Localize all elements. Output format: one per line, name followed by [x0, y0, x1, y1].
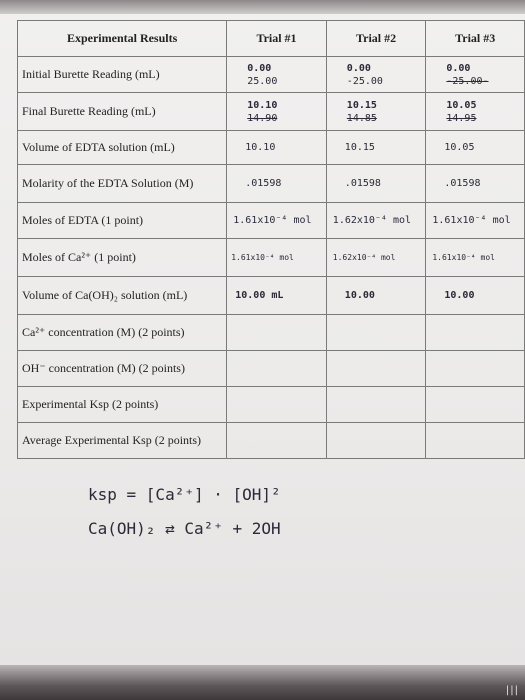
row-label: Moles of Ca²⁺ (1 point): [18, 239, 227, 277]
empty-cell: [326, 423, 426, 459]
handwritten-value: 1.61x10⁻⁴ mol: [432, 215, 511, 226]
empty-cell: [426, 315, 525, 351]
table-row-initial-burette: [18, 57, 525, 93]
handwritten-value: 10.00: [444, 290, 475, 301]
trial-3-header: Trial #3: [426, 21, 525, 57]
handwritten-value: 14.90: [247, 112, 278, 124]
handwritten-value: 10.05: [444, 142, 475, 153]
empty-cell: [326, 387, 426, 423]
empty-cell: [227, 315, 327, 351]
cell-trial-2: [326, 57, 426, 93]
dissociation-equation: Ca(OH)₂ ⇄ Ca²⁺ + 2OH: [88, 519, 281, 538]
cell-trial-2: [326, 277, 426, 315]
cell-trial-2: [326, 203, 426, 239]
cell-trial-1: [227, 239, 327, 277]
handwritten-value: .01598: [245, 178, 282, 189]
empty-cell: [227, 351, 327, 387]
handwritten-value: 14.85: [346, 112, 377, 124]
handwritten-value: 0.00: [346, 62, 371, 74]
cell-trial-3: [426, 57, 525, 93]
row-label: Ca²⁺ concentration (M) (2 points): [18, 315, 227, 351]
empty-cell: [227, 423, 327, 459]
empty-cell: [426, 423, 525, 459]
row-label: Average Experimental Ksp (2 points): [18, 423, 227, 459]
handwritten-value: 0.00: [247, 62, 272, 74]
cell-trial-2: [326, 131, 426, 165]
handwritten-value: 1.61x10⁻⁴ mol: [233, 215, 312, 226]
table-row-edta-volume: [18, 131, 525, 165]
empty-cell: [426, 351, 525, 387]
row-label: OH⁻ concentration (M) (2 points): [18, 351, 227, 387]
cell-trial-1: [227, 165, 327, 203]
row-label: Volume of Ca(OH)₂ solution (mL): [18, 277, 227, 315]
cell-trial-2: [326, 239, 426, 277]
table-row-calcium-concentration: [18, 315, 525, 351]
cell-trial-3: [426, 239, 525, 277]
handwritten-value: 10.05: [446, 99, 477, 111]
cell-trial-3: [426, 131, 525, 165]
handwritten-value: 1.62x10⁻⁴ mol: [332, 253, 396, 262]
handwritten-value: 14.95: [446, 112, 477, 124]
empty-cell: [426, 387, 525, 423]
row-label: Initial Burette Reading (mL): [18, 57, 227, 93]
empty-cell: [326, 315, 426, 351]
empty-cell: [326, 351, 426, 387]
header-row: [18, 21, 525, 57]
empty-cell: [227, 387, 327, 423]
handwritten-value: .01598: [344, 178, 381, 189]
cell-trial-1: [227, 203, 327, 239]
desk-surface: [0, 665, 525, 700]
handwritten-value: -25.00: [346, 75, 383, 87]
handwritten-value: 10.15: [346, 99, 377, 111]
table-row-edta-moles: [18, 203, 525, 239]
handwritten-value: 10.10: [245, 142, 276, 153]
table-title: Experimental Results: [18, 21, 227, 57]
paper-top-edge: [0, 0, 525, 14]
cell-trial-3: [426, 277, 525, 315]
table-row-final-burette: [18, 93, 525, 131]
handwritten-value: 25.00: [247, 75, 278, 87]
handwritten-value: 10.10: [247, 99, 278, 111]
table-row-hydroxide-concentration: [18, 351, 525, 387]
handwritten-value: 1.62x10⁻⁴ mol: [332, 215, 412, 226]
handwritten-value: 10.00: [344, 290, 375, 301]
cell-trial-3: [426, 165, 525, 203]
cell-trial-1: [227, 93, 327, 131]
row-label: Moles of EDTA (1 point): [18, 203, 227, 239]
edge-marks: |||: [505, 685, 519, 696]
row-label: Molarity of the EDTA Solution (M): [18, 165, 227, 203]
row-label: Experimental Ksp (2 points): [18, 387, 227, 423]
table-row-average-ksp: [18, 423, 525, 459]
handwritten-value: .01598: [444, 178, 481, 189]
handwritten-value: 1.61x10⁻⁴ mol: [432, 253, 495, 262]
table-row-experimental-ksp: [18, 387, 525, 423]
cell-trial-3: [426, 93, 525, 131]
results-table: [17, 20, 525, 459]
handwritten-value: -25.00-: [446, 75, 489, 87]
row-label: Volume of EDTA solution (mL): [18, 131, 227, 165]
table-row-calcium-hydroxide-volume: [18, 277, 525, 315]
cell-trial-2: [326, 165, 426, 203]
handwritten-value: 0.00: [446, 62, 471, 74]
cell-trial-3: [426, 203, 525, 239]
handwritten-value: 10.00 mL: [235, 290, 284, 301]
handwritten-value: 10.15: [344, 142, 375, 153]
cell-trial-1: [227, 277, 327, 315]
trial-1-header: Trial #1: [227, 21, 327, 57]
ksp-expression: ksp = [Ca²⁺] · [OH]²: [88, 485, 281, 504]
cell-trial-1: [227, 131, 327, 165]
table-row-calcium-moles: [18, 239, 525, 277]
trial-2-header: Trial #2: [326, 21, 426, 57]
cell-trial-1: [227, 57, 327, 93]
table-row-edta-molarity: [18, 165, 525, 203]
row-label: Final Burette Reading (mL): [18, 93, 227, 131]
handwritten-notes: [88, 478, 281, 546]
cell-trial-2: [326, 93, 426, 131]
handwritten-value: 1.61x10⁻⁴ mol: [231, 253, 294, 262]
